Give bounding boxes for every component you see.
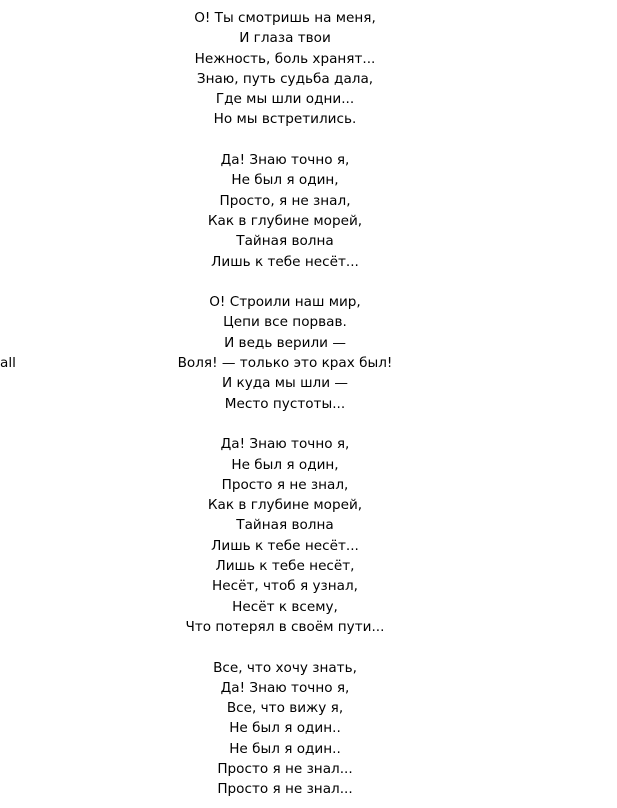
poem-line: Место пустоты... [224,395,346,412]
poem-line: Просто, я не знал, [219,192,351,209]
poem-text [0,8,570,800]
poem-line: Не был я один, [231,456,339,473]
poem-line: Знаю, путь судьба дала, [196,70,374,87]
stanza-2 [0,150,570,272]
poem-line: Не был я один, [231,172,339,189]
poem-line: Несёт к всему, [232,598,338,615]
poem-line: Но мы встретились. [213,111,357,128]
poem-line: И глаза твои [239,30,331,47]
poem-line: Как в глубине морей, [207,212,363,229]
stanza-gap [0,414,570,434]
poem-line: И ведь верили — [224,334,346,351]
poem-line: Все, что вижу я, [226,700,344,717]
poem-line: Лишь к тебе несёт... [211,537,359,554]
stanza-gap [0,637,570,657]
stanza-3 [0,292,570,414]
poem-line: Цепи все порвав. [223,314,347,331]
poem-line: Тайная волна [236,517,334,534]
poem-line: И куда мы шли — [222,375,348,392]
poem-line: Не был я один.. [229,740,341,757]
poem-line: Да! Знаю точно я, [220,436,350,453]
poem-line: О! Строили наш мир, [209,294,361,311]
poem-line: Что потерял в своём пути... [185,618,385,635]
stanza-gap [0,272,570,292]
stanza-gap [0,130,570,150]
poem-line: Да! Знаю точно я, [220,152,350,169]
poem-line: Нежность, боль хранят... [194,50,376,67]
poem-line: Где мы шли одни... [215,91,355,108]
poem-line: Несёт, чтоб я узнал, [212,578,358,595]
poem-line: Просто я не знал... [217,781,353,798]
poem-line: Воля! — только это крах был! [177,355,393,372]
poem-line: Лишь к тебе несёт, [215,558,355,575]
poem-line: О! Ты смотришь на меня, [194,10,376,26]
poem-line: Как в глубине морей, [207,497,363,514]
stanza-4 [0,434,570,637]
poem-line: Да! Знаю точно я, [220,679,350,696]
poem-line: Просто я не знал... [217,760,353,777]
poem-line: Все, что хочу знать, [213,659,357,676]
poem-line: Не был я один.. [229,720,341,737]
poem-line: Лишь к тебе несёт... [211,253,359,270]
poem-line: Тайная волна [236,233,334,250]
stanza-5 [0,658,570,800]
side-fragment-text: all [0,355,16,371]
stanza-1 [0,8,570,130]
poem-line: Просто я не знал, [221,476,349,493]
